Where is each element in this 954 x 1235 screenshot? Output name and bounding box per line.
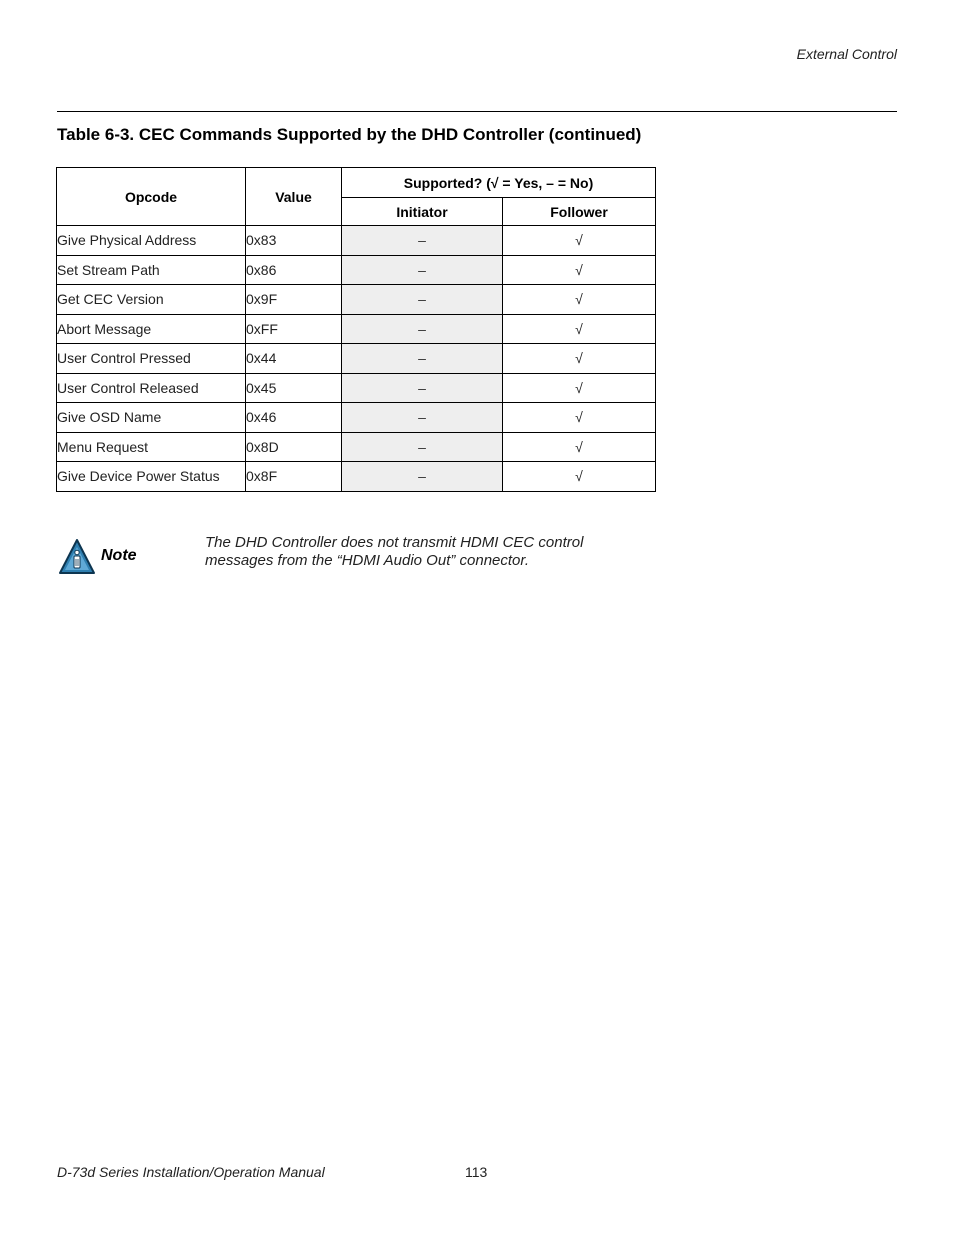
cell-follower: √	[503, 285, 656, 315]
header-rule	[57, 111, 897, 112]
cell-initiator: –	[342, 462, 503, 492]
cell-follower: √	[503, 432, 656, 462]
cell-initiator: –	[342, 373, 503, 403]
cell-follower: √	[503, 373, 656, 403]
cell-opcode: Give Physical Address	[57, 226, 246, 256]
cell-follower: √	[503, 403, 656, 433]
note-text: The DHD Controller does not transmit HDMI CEC control messages from the “HDMI Audio Out” connector.	[205, 534, 584, 569]
table-title: Table 6-3. CEC Commands Supported by the DHD Controller (continued)	[57, 125, 642, 144]
footer-manual-title: D-73d Series Installation/Operation Manual	[57, 1164, 325, 1180]
cell-initiator: –	[342, 285, 503, 315]
cell-initiator: –	[342, 314, 503, 344]
cell-follower: √	[503, 314, 656, 344]
cell-opcode: Set Stream Path	[57, 255, 246, 285]
table-row	[57, 285, 656, 315]
table-header-row	[57, 168, 656, 198]
table-row	[57, 344, 656, 374]
header-value: Value	[246, 168, 342, 226]
cell-value: 0x83	[246, 226, 342, 256]
cell-opcode: Give OSD Name	[57, 403, 246, 433]
cell-initiator: –	[342, 344, 503, 374]
table-row	[57, 432, 656, 462]
note-label: Note	[101, 547, 137, 564]
cell-value: 0x44	[246, 344, 342, 374]
header-opcode: Opcode	[57, 168, 246, 226]
table-row	[57, 226, 656, 256]
cell-value: 0x45	[246, 373, 342, 403]
table-body	[57, 226, 656, 492]
cell-follower: √	[503, 255, 656, 285]
table-row	[57, 462, 656, 492]
cell-opcode: Abort Message	[57, 314, 246, 344]
header-initiator: Initiator	[342, 198, 503, 226]
page-number: 113	[465, 1164, 488, 1180]
header-follower: Follower	[503, 198, 656, 226]
table-row	[57, 373, 656, 403]
cell-value: 0x9F	[246, 285, 342, 315]
cec-commands-table	[56, 167, 656, 492]
table-row	[57, 314, 656, 344]
table-row	[57, 255, 656, 285]
cell-value: 0x46	[246, 403, 342, 433]
cell-opcode: User Control Released	[57, 373, 246, 403]
cell-follower: √	[503, 462, 656, 492]
cell-follower: √	[503, 226, 656, 256]
cell-value: 0x8D	[246, 432, 342, 462]
cell-initiator: –	[342, 432, 503, 462]
cell-follower: √	[503, 344, 656, 374]
cell-initiator: –	[342, 226, 503, 256]
cell-initiator: –	[342, 403, 503, 433]
cell-value: 0xFF	[246, 314, 342, 344]
cell-value: 0x86	[246, 255, 342, 285]
table-row	[57, 403, 656, 433]
cell-initiator: –	[342, 255, 503, 285]
header-supported: Supported? (√ = Yes, – = No)	[342, 168, 656, 198]
cell-opcode: Give Device Power Status	[57, 462, 246, 492]
note-warning-icon	[58, 538, 96, 576]
cell-value: 0x8F	[246, 462, 342, 492]
cell-opcode: User Control Pressed	[57, 344, 246, 374]
cell-opcode: Get CEC Version	[57, 285, 246, 315]
running-head: External Control	[796, 46, 897, 62]
cell-opcode: Menu Request	[57, 432, 246, 462]
